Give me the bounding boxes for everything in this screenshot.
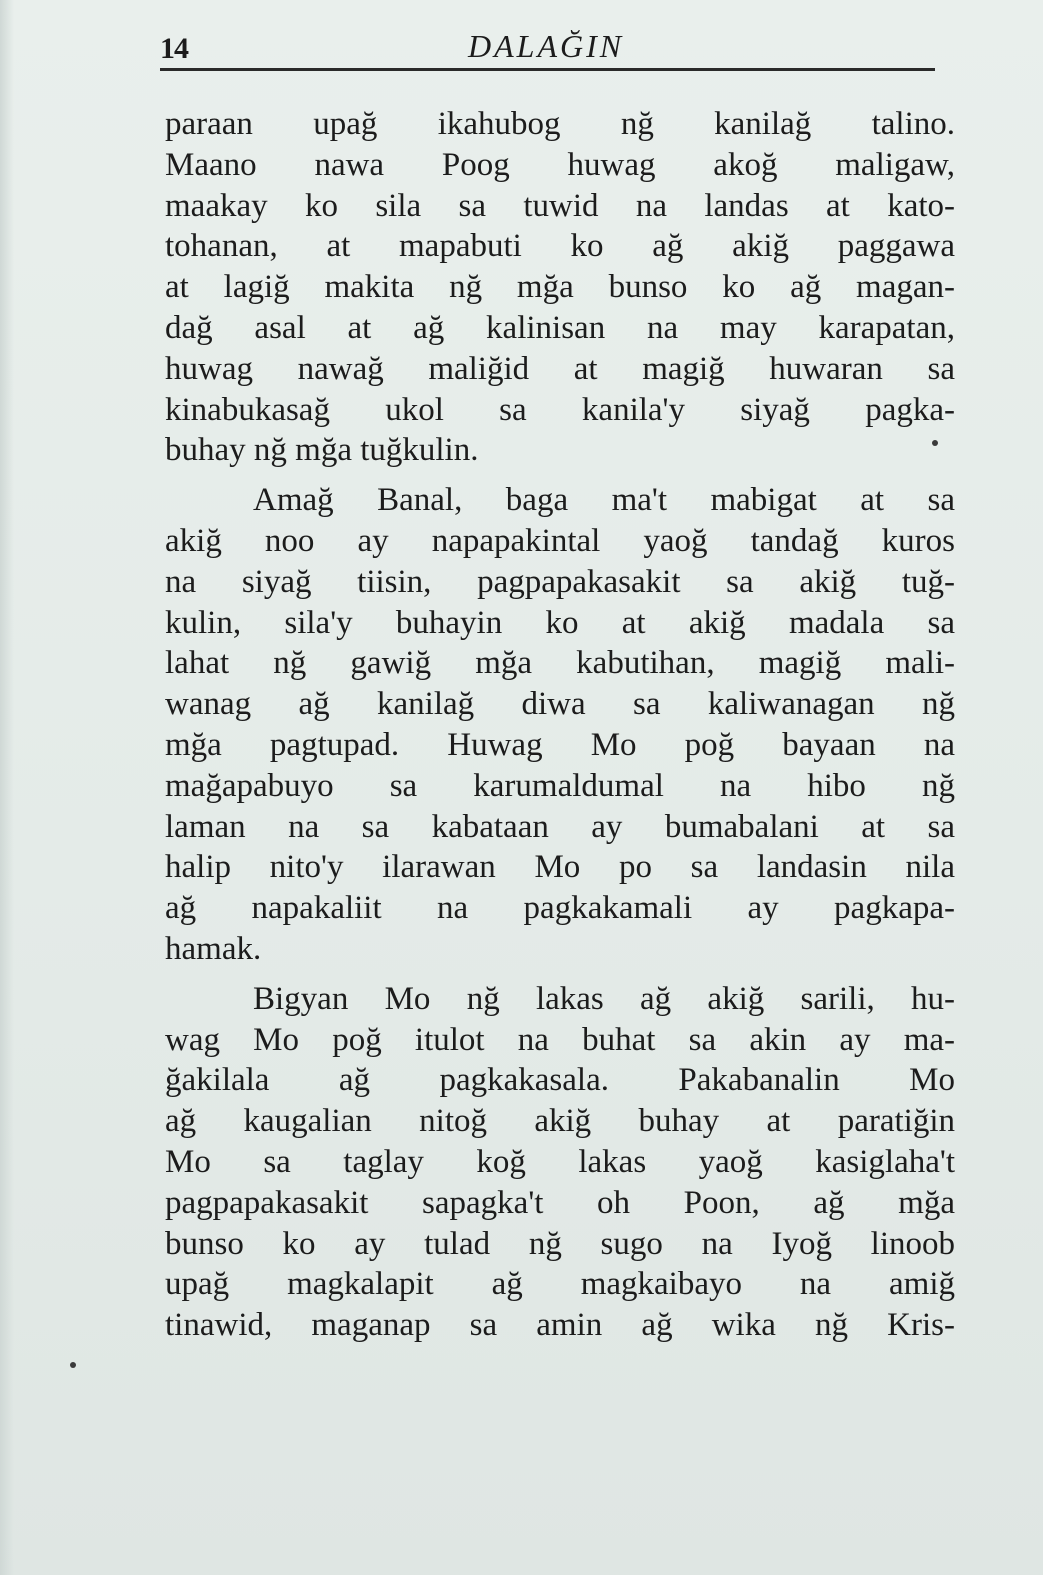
text-line: akiğ noo ay napapakintal yaoğ tandağ kuros [165,522,955,559]
paragraph-1 [165,104,955,471]
text-line: tohanan, at mapabuti ko ağ akiğ paggawa [165,228,955,265]
text-line: ağ napakaliit na pagkakamali ay pagkapa- [165,890,955,927]
text-line: mğa pagtupad. Huwag Mo poğ bayaan na [165,726,955,763]
text-line: halip nito'y ilarawan Mo po sa landasin nila [165,849,955,886]
body-text [165,104,955,1346]
text-line: kinabukasağ ukol sa kanila'y siyağ pagka- [165,391,955,428]
paragraph-2 [165,480,955,970]
text-line: wag Mo poğ itulot na buhat sa akin ay ma- [165,1021,955,1058]
ink-speck [932,440,938,446]
header-rule [160,68,935,71]
page-number: 14 [160,32,188,65]
text-line: huwag nawağ maliğid at magiğ huwaran sa [165,350,955,387]
text-line: Bigyan Mo nğ lakas ağ akiğ sarili, hu- [253,980,955,1017]
text-line: Amağ Banal, baga ma't mabigat at sa [253,482,955,519]
text-line: hamak. [165,930,262,967]
text-line: dağ asal at ağ kalinisan na may karapatan, [165,309,955,346]
text-line: at lagiğ makita nğ mğa bunso ko ağ magan- [165,269,955,306]
text-line: na siyağ tiisin, pagpapakasakit sa akiğ tuğ- [165,563,955,600]
book-title: DALAĞIN [468,28,625,64]
text-line: buhay nğ mğa tuğkulin. [165,432,479,469]
text-line: upağ magkalapit ağ magkaibayo na amiğ [165,1266,955,1303]
text-line: paraan upağ ikahubog nğ kanilağ talino. [165,106,955,142]
paragraph-3 [165,979,955,1346]
ink-speck [70,1362,76,1368]
text-line: wanag ağ kanilağ diwa sa kaliwanagan nğ [165,686,955,723]
text-line: mağapabuyo sa karumaldumal na hibo nğ [165,767,955,804]
running-head [160,22,935,72]
text-line: bunso ko ay tulad nğ sugo na Iyoğ linoob [165,1225,955,1262]
text-line: maakay ko sila sa tuwid na landas at kato- [165,187,955,224]
text-line: ağ kaugalian nitoğ akiğ buhay at paratiğin [165,1103,955,1140]
text-line: lahat nğ gawiğ mğa kabutihan, magiğ mali- [165,645,955,682]
text-line: Mo sa taglay koğ lakas yaoğ kasiglaha't [165,1143,955,1180]
text-line: laman na sa kabataan ay bumabalani at sa [165,808,955,845]
text-line: Maano nawa Poog huwag akoğ maligaw, [165,146,955,183]
text-line: tinawid, maganap sa amin ağ wika nğ Kris- [165,1307,955,1344]
text-line: kulin, sila'y buhayin ko at akiğ madala sa [165,604,955,641]
text-line: ğakilala ağ pagkakasala. Pakabanalin Mo [165,1062,955,1099]
text-line: pagpapakasakit sapagka't oh Poon, ağ mğa [165,1184,955,1221]
